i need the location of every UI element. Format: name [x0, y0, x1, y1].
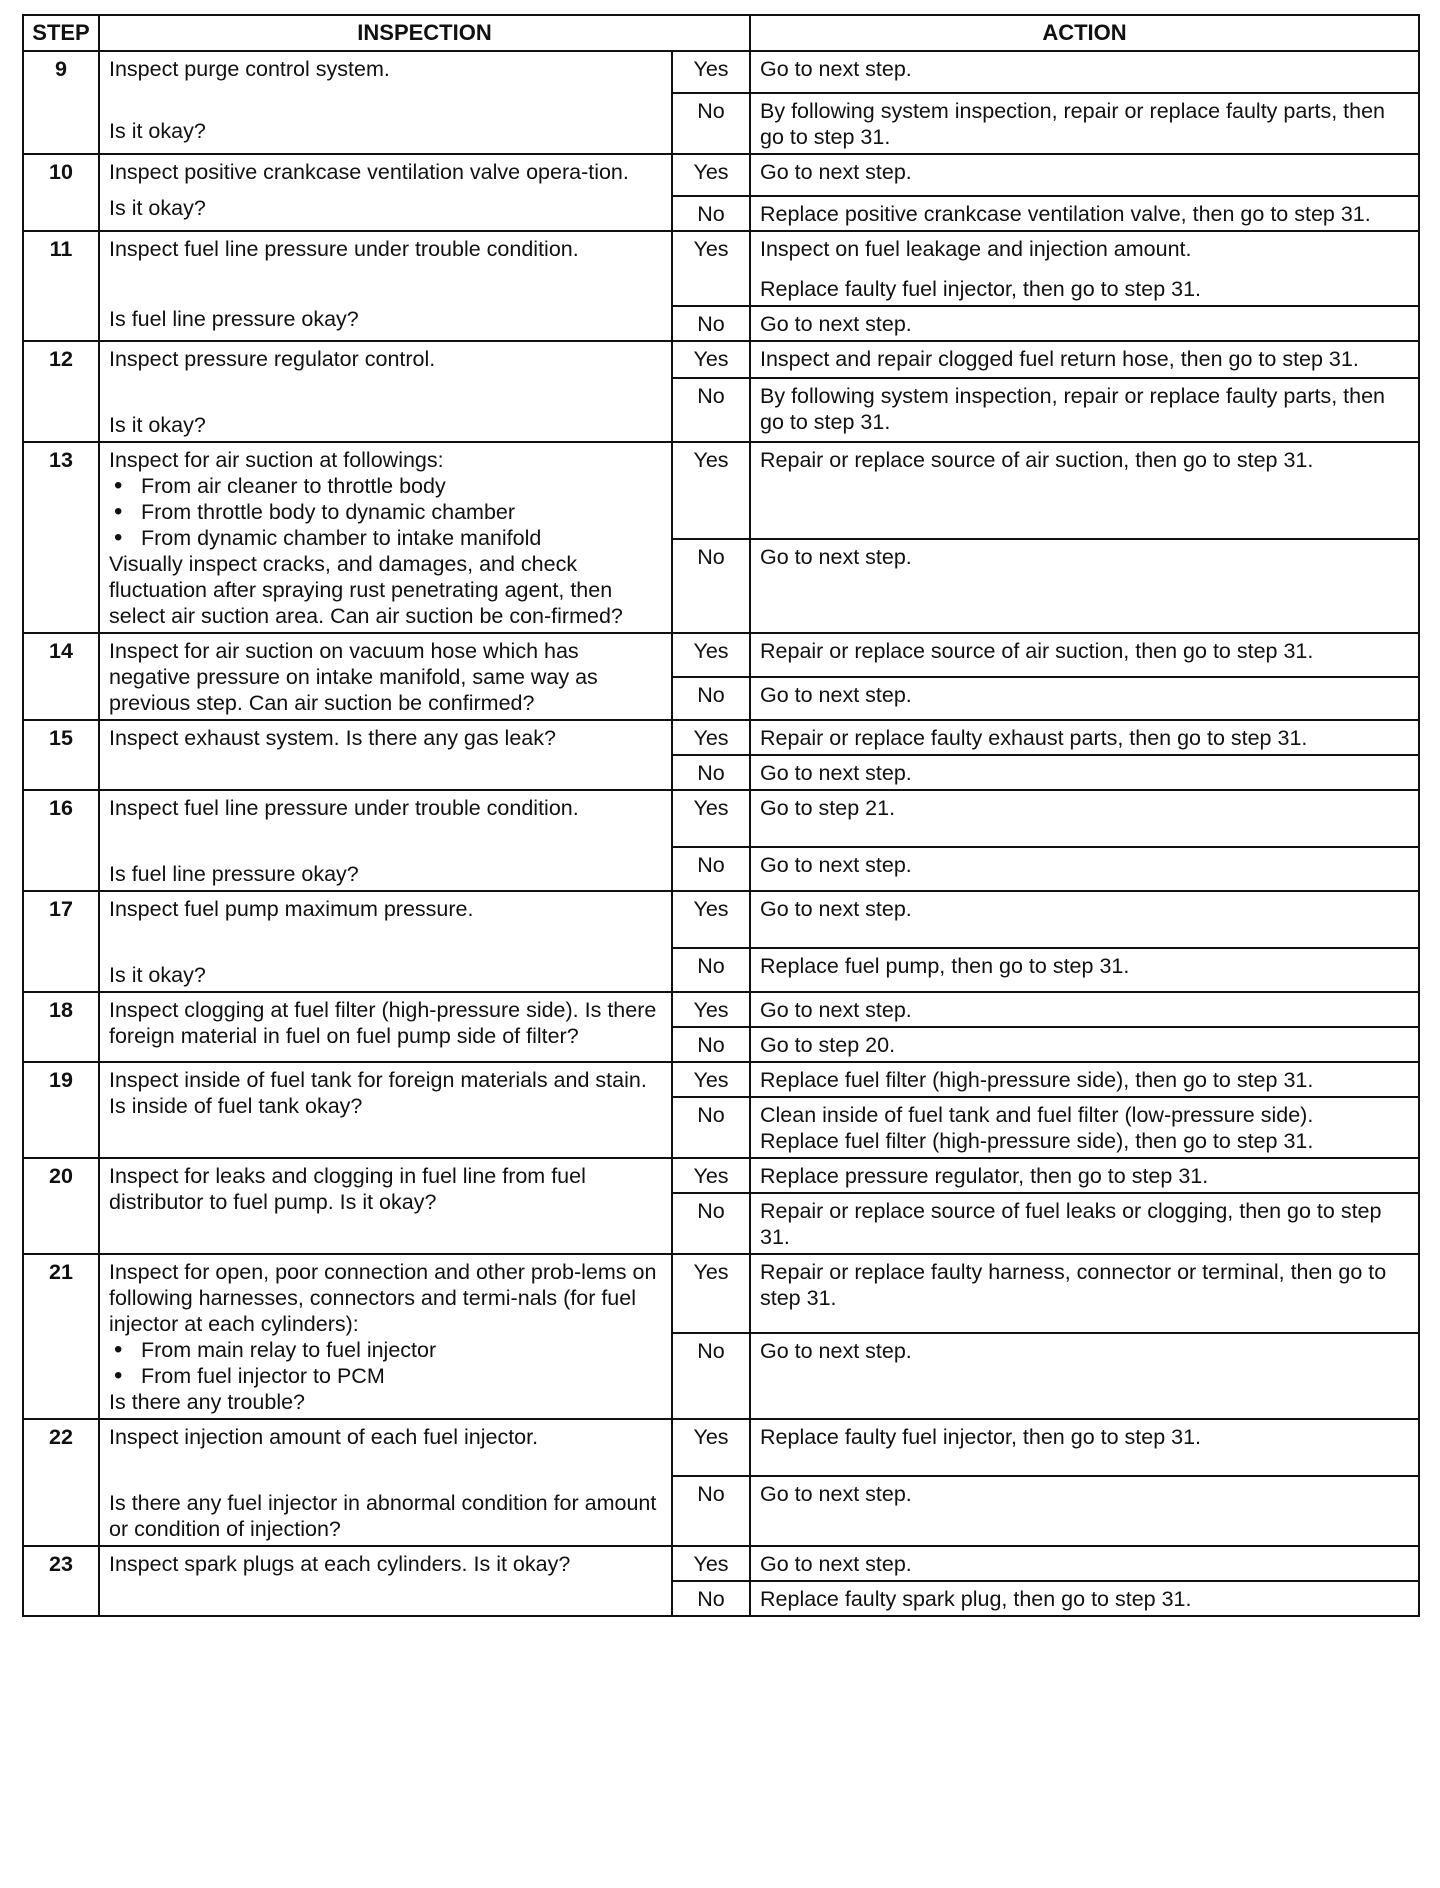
yes-action: Go to next step.	[750, 1546, 1419, 1581]
no-label: No	[672, 1097, 750, 1158]
inspection-question: Is fuel line pressure okay?	[109, 307, 359, 331]
yes-label: Yes	[672, 992, 750, 1027]
inspection-question: Is it okay?	[109, 196, 206, 220]
yes-action-cell	[750, 231, 1419, 306]
step-number: 10	[23, 154, 99, 231]
list-item: • From fuel injector to PCM	[109, 1363, 662, 1389]
yes-label: Yes	[672, 341, 750, 378]
no-action: Go to next step.	[750, 677, 1419, 721]
header-step: STEP	[23, 15, 99, 51]
yes-action-2: Replace faulty fuel injector, then go to step 31.	[760, 277, 1202, 301]
inspection-text: Inspect pressure regulator control.	[109, 347, 436, 371]
step-number: 9	[23, 51, 99, 154]
no-action: Replace faulty spark plug, then go to step 31.	[750, 1581, 1419, 1616]
no-label: No	[672, 93, 750, 154]
yes-action: Replace faulty fuel injector, then go to step 31.	[750, 1419, 1419, 1476]
step-number: 14	[23, 633, 99, 720]
no-action-2: Replace fuel filter (high-pressure side), then go to step 31.	[760, 1129, 1314, 1153]
list-item: • From dynamic chamber to intake manifold	[109, 525, 662, 551]
yes-label: Yes	[672, 231, 750, 306]
no-label: No	[672, 1193, 750, 1254]
inspection-cell	[99, 341, 672, 442]
inspection-text: Inspect fuel line pressure under trouble condition.	[109, 237, 579, 261]
yes-action: Repair or replace faulty exhaust parts, then go to step 31.	[750, 720, 1419, 755]
no-action: Go to next step.	[750, 1476, 1419, 1546]
no-action: Replace fuel pump, then go to step 31.	[750, 948, 1419, 992]
yes-action: Go to step 21.	[750, 790, 1419, 847]
step-number: 11	[23, 231, 99, 341]
inspection-cell	[99, 442, 672, 633]
yes-action: Inspect and repair clogged fuel return hose, then go to step 31.	[750, 341, 1419, 378]
yes-label: Yes	[672, 1419, 750, 1476]
yes-label: Yes	[672, 1546, 750, 1581]
step-number: 16	[23, 790, 99, 891]
yes-label: Yes	[672, 1062, 750, 1097]
header-inspection: INSPECTION	[99, 15, 750, 51]
table-row	[23, 231, 1419, 306]
yes-label: Yes	[672, 891, 750, 948]
table-header-row	[23, 15, 1419, 51]
table-row	[23, 154, 1419, 196]
table-row	[23, 891, 1419, 948]
inspection-question: Is it okay?	[109, 119, 206, 143]
no-label: No	[672, 677, 750, 721]
no-label: No	[672, 378, 750, 442]
inspection-text: Inspect for open, poor connection and other prob-lems on following harnesses, connectors and termi-nals (for fuel injector at each cylinders):	[109, 1260, 657, 1336]
inspection-question: Is it okay?	[109, 413, 206, 437]
inspection-text: Inspect exhaust system. Is there any gas leak?	[99, 720, 672, 790]
no-label: No	[672, 1027, 750, 1062]
yes-action: Repair or replace source of air suction, then go to step 31.	[750, 633, 1419, 677]
step-number: 21	[23, 1254, 99, 1419]
inspection-question: Visually inspect cracks, and damages, and check fluctuation after spraying rust penetrating agent, then select air suction area. Can air suction be con-firmed?	[109, 552, 623, 628]
yes-action: Go to next step.	[750, 51, 1419, 93]
inspection-cell	[99, 231, 672, 341]
no-action: Replace positive crankcase ventilation valve, then go to step 31.	[750, 196, 1419, 231]
inspection-cell	[99, 154, 672, 231]
no-action: By following system inspection, repair or replace faulty parts, then go to step 31.	[750, 93, 1419, 154]
inspection-text: Inspect positive crankcase ventilation valve opera-tion.	[109, 160, 629, 184]
inspection-text: Inspect for air suction on vacuum hose which has negative pressure on intake manifold, same way as previous step. Can air suction be confirmed?	[99, 633, 672, 720]
no-label: No	[672, 539, 750, 633]
no-action: Go to next step.	[750, 306, 1419, 341]
table-row	[23, 1062, 1419, 1097]
table-row	[23, 1254, 1419, 1333]
inspection-cell	[99, 51, 672, 154]
inspection-question: Is fuel line pressure okay?	[109, 862, 359, 886]
table-row	[23, 790, 1419, 847]
inspection-text: Inspect spark plugs at each cylinders. Is it okay?	[99, 1546, 672, 1616]
inspection-cell	[99, 1419, 672, 1546]
table-row	[23, 51, 1419, 93]
no-action: Go to next step.	[750, 1333, 1419, 1419]
table-row	[23, 1546, 1419, 1581]
yes-label: Yes	[672, 1254, 750, 1333]
inspection-text: Inspect for air suction at followings:	[109, 448, 444, 472]
inspection-table	[22, 14, 1420, 1617]
step-number: 19	[23, 1062, 99, 1158]
yes-action: Replace fuel filter (high-pressure side), then go to step 31.	[750, 1062, 1419, 1097]
step-number: 13	[23, 442, 99, 633]
table-row	[23, 442, 1419, 539]
table-row	[23, 720, 1419, 755]
no-label: No	[672, 196, 750, 231]
list-item: • From air cleaner to throttle body	[109, 473, 662, 499]
no-label: No	[672, 306, 750, 341]
yes-label: Yes	[672, 633, 750, 677]
no-label: No	[672, 1581, 750, 1616]
yes-label: Yes	[672, 154, 750, 196]
list-item: • From throttle body to dynamic chamber	[109, 499, 662, 525]
step-number: 15	[23, 720, 99, 790]
step-number: 22	[23, 1419, 99, 1546]
no-label: No	[672, 1333, 750, 1419]
no-label: No	[672, 755, 750, 790]
yes-label: Yes	[672, 442, 750, 539]
inspection-cell	[99, 891, 672, 992]
table-row	[23, 992, 1419, 1027]
inspection-text: Inspect for leaks and clogging in fuel line from fuel distributor to fuel pump. Is it okay?	[99, 1158, 672, 1254]
inspection-text: Inspect inside of fuel tank for foreign materials and stain. Is inside of fuel tank okay?	[99, 1062, 672, 1158]
no-action: Go to next step.	[750, 539, 1419, 633]
inspection-text: Inspect fuel line pressure under trouble condition.	[109, 796, 579, 820]
step-number: 12	[23, 341, 99, 442]
bullet-list	[109, 1337, 662, 1389]
yes-action: Inspect on fuel leakage and injection amount.	[760, 237, 1192, 261]
yes-label: Yes	[672, 1158, 750, 1193]
inspection-text: Inspect injection amount of each fuel injector.	[109, 1425, 539, 1449]
inspection-question: Is there any fuel injector in abnormal condition for amount or condition of injection?	[109, 1491, 657, 1541]
yes-action: Go to next step.	[750, 992, 1419, 1027]
bullet-list	[109, 473, 662, 551]
inspection-question: Is there any trouble?	[109, 1390, 306, 1414]
table-row	[23, 1158, 1419, 1193]
inspection-text: Inspect clogging at fuel filter (high-pressure side). Is there foreign material in fuel on fuel pump side of filter?	[99, 992, 672, 1062]
step-number: 18	[23, 992, 99, 1062]
inspection-text: Inspect fuel pump maximum pressure.	[109, 897, 474, 921]
no-action: Repair or replace source of fuel leaks or clogging, then go to step 31.	[750, 1193, 1419, 1254]
table-row	[23, 341, 1419, 378]
no-label: No	[672, 1476, 750, 1546]
yes-label: Yes	[672, 790, 750, 847]
no-label: No	[672, 847, 750, 891]
no-action: Clean inside of fuel tank and fuel filter (low-pressure side).	[760, 1103, 1314, 1127]
inspection-text: Inspect purge control system.	[109, 57, 390, 81]
yes-label: Yes	[672, 720, 750, 755]
no-action: Go to next step.	[750, 755, 1419, 790]
yes-action: Repair or replace faulty harness, connector or terminal, then go to step 31.	[750, 1254, 1419, 1333]
yes-action: Go to next step.	[750, 891, 1419, 948]
no-action: By following system inspection, repair or replace faulty parts, then go to step 31.	[750, 378, 1419, 442]
inspection-question: Is it okay?	[109, 963, 206, 987]
inspection-cell	[99, 1254, 672, 1419]
no-action-cell	[750, 1097, 1419, 1158]
step-number: 17	[23, 891, 99, 992]
header-action: ACTION	[750, 15, 1419, 51]
yes-action: Go to next step.	[750, 154, 1419, 196]
no-label: No	[672, 948, 750, 992]
inspection-cell	[99, 790, 672, 891]
step-number: 20	[23, 1158, 99, 1254]
step-number: 23	[23, 1546, 99, 1616]
yes-action: Repair or replace source of air suction, then go to step 31.	[750, 442, 1419, 539]
table-row	[23, 633, 1419, 677]
no-action: Go to step 20.	[750, 1027, 1419, 1062]
yes-action: Replace pressure regulator, then go to step 31.	[750, 1158, 1419, 1193]
yes-label: Yes	[672, 51, 750, 93]
table-row	[23, 1419, 1419, 1476]
list-item: • From main relay to fuel injector	[109, 1337, 662, 1363]
no-action: Go to next step.	[750, 847, 1419, 891]
